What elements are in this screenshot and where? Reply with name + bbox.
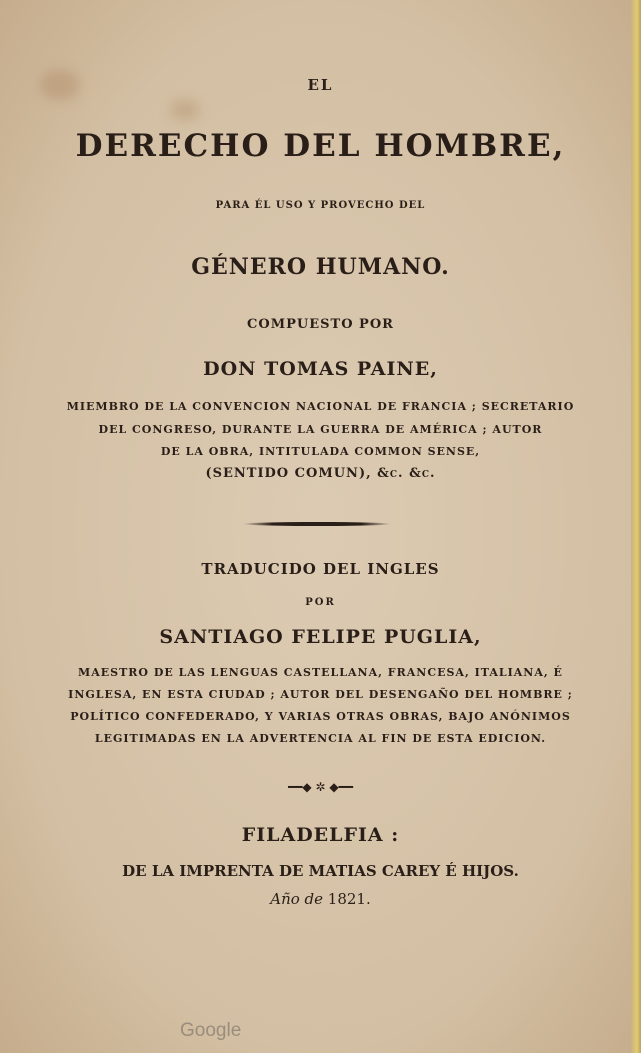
year-line — [0, 890, 641, 908]
translator-desc-line: INGLESA, EN ESTA CIUDAD ; AUTOR DEL DESENGAÑO DEL HOMBRE ; — [68, 688, 573, 701]
translated-from: TRADUCIDO DEL INGLES — [201, 560, 440, 578]
translator-desc-line: MAESTRO DE LAS LENGUAS CASTELLANA, FRANCESA, ITALIANA, É — [78, 666, 563, 679]
book-title: DERECHO DEL HOMBRE, — [75, 128, 566, 164]
by: POR — [305, 597, 336, 608]
composed-by: COMPUESTO POR — [247, 317, 394, 332]
author-name: DON TOMAS PAINE, — [203, 358, 438, 380]
title-article: EL — [307, 76, 334, 94]
printer: DE LA IMPRENTA DE MATIAS CAREY É HIJOS. — [122, 862, 519, 880]
subtitle: PARA ÉL USO Y PROVECHO DEL — [215, 200, 426, 211]
google-watermark: Google — [180, 1020, 242, 1041]
author-desc-line: MIEMBRO DE LA CONVENCION NACIONAL DE FRANCIA ; SECRETARIO — [66, 400, 575, 413]
author-desc-line: DEL CONGRESO, DURANTE LA GUERRA DE AMÉRICA ; AUTOR — [98, 423, 543, 436]
city: FILADELFIA : — [241, 824, 400, 846]
ornament: ━━◆ ✲ ◆━━ — [287, 780, 354, 794]
author-desc-line: (SENTIDO COMUN), &c. &c. — [205, 466, 436, 481]
stain — [170, 100, 200, 120]
translator-desc-line: POLÍTICO CONFEDERADO, Y VARIAS OTRAS OBRAS, BAJO ANÓNIMOS — [70, 710, 571, 723]
translator-desc-line: LEGITIMADAS EN LA ADVERTENCIA AL FIN DE ESTA EDICION. — [94, 732, 547, 745]
author-desc-line: DE LA OBRA, INTITULADA COMMON SENSE, — [160, 445, 481, 458]
divider-rule — [243, 522, 391, 526]
year-prefix: Año de — [270, 890, 324, 908]
subtitle-genero: GÉNERO HUMANO. — [191, 254, 450, 280]
translator-name: SANTIAGO FELIPE PUGLIA, — [159, 626, 482, 648]
year: 1821. — [327, 890, 371, 908]
